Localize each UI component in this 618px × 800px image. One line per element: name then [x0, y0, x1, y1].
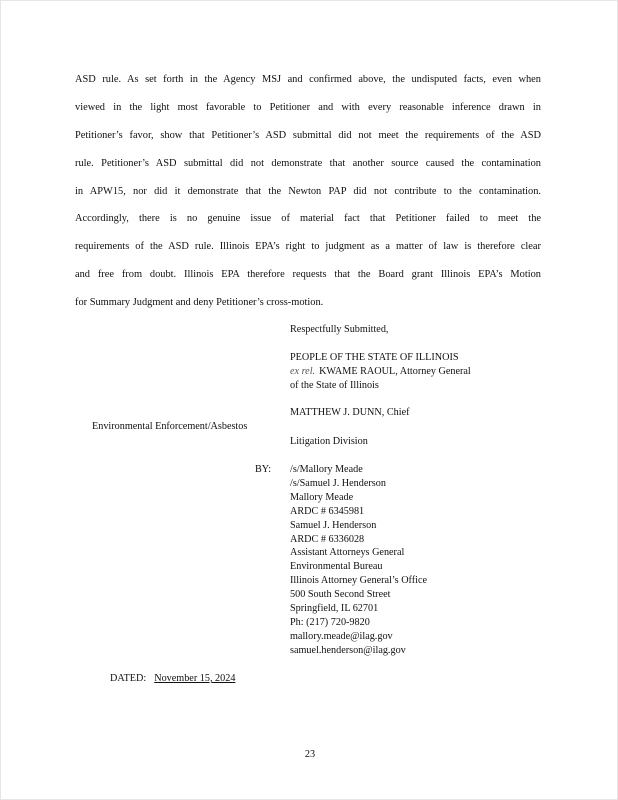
- body-line: for Summary Judgment and deny Petitioner’s cross-motion.: [75, 297, 324, 309]
- division-left-label: Environmental Enforcement/Asbestos: [92, 421, 248, 432]
- signature-line: Environmental Bureau: [290, 561, 383, 573]
- page-number: 23: [304, 749, 316, 760]
- email-line: samuel.henderson@ilag.gov: [290, 644, 406, 656]
- dated-label: DATED:: [110, 673, 147, 684]
- attorney-general-line-2: of the State of Illinois: [290, 379, 379, 391]
- signature-line: Mallory Meade: [290, 491, 354, 503]
- signature-line: Illinois Attorney General’s Office: [290, 575, 428, 587]
- body-line: Accordingly, there is no genuine issue of material fact that Petitioner failed to meet the: [75, 213, 541, 225]
- body-line: requirements of the ASD rule. Illinois EPA’s right to judgment as a matter of law is therefore clear: [75, 241, 541, 253]
- body-line: viewed in the light most favorable to Petitioner and with every reasonable inference drawn in: [75, 101, 541, 113]
- signature-line: /s/Samuel J. Henderson: [290, 477, 386, 489]
- body-paragraph: [75, 71, 541, 322]
- body-line: ASD rule. As set forth in the Agency MSJ and confirmed above, the undisputed facts, even when: [75, 74, 541, 85]
- signature-line: Ph: (217) 720-9820: [290, 616, 370, 628]
- body-line: Petitioner’s favor, show that Petitioner’s ASD submittal did not meet the requirements of the ASD: [75, 129, 541, 141]
- party-name: PEOPLE OF THE STATE OF ILLINOIS: [290, 352, 459, 363]
- signature-line: ARDC # 6336028: [290, 533, 365, 545]
- signature-line: /s/Mallory Meade: [290, 464, 363, 475]
- attorney-general-name: KWAME RAOUL, Attorney General: [319, 365, 471, 377]
- by-label: BY:: [255, 464, 272, 475]
- dated-value: November 15, 2024: [154, 673, 236, 684]
- email-line: mallory.meade@ilag.gov: [290, 630, 393, 642]
- signature-block: [290, 463, 427, 658]
- chief-line: MATTHEW J. DUNN, Chief: [290, 407, 410, 418]
- body-line: in APW15, nor did it demonstrate that the Newton PAP did not contribute to the contamination.: [75, 185, 541, 197]
- ex-rel: ex rel.: [290, 365, 316, 377]
- signature-line: Assistant Attorneys General: [290, 547, 405, 559]
- signature-line: ARDC # 6345981: [290, 505, 365, 517]
- dated-line: [110, 673, 250, 684]
- signature-line: Springfield, IL 62701: [290, 603, 379, 615]
- closing-line: Respectfully Submitted,: [290, 324, 389, 335]
- division-line: Litigation Division: [290, 436, 368, 447]
- body-line: and free from doubt. Illinois EPA therefore requests that the Board grant Illinois EPA’s Motion: [75, 269, 541, 281]
- attorney-general-line: [290, 365, 471, 379]
- signature-line: Samuel J. Henderson: [290, 519, 377, 531]
- body-line: rule. Petitioner’s ASD submittal did not demonstrate that another source caused the contamination: [75, 157, 541, 169]
- signature-line: 500 South Second Street: [290, 589, 391, 601]
- party-block: [290, 351, 471, 393]
